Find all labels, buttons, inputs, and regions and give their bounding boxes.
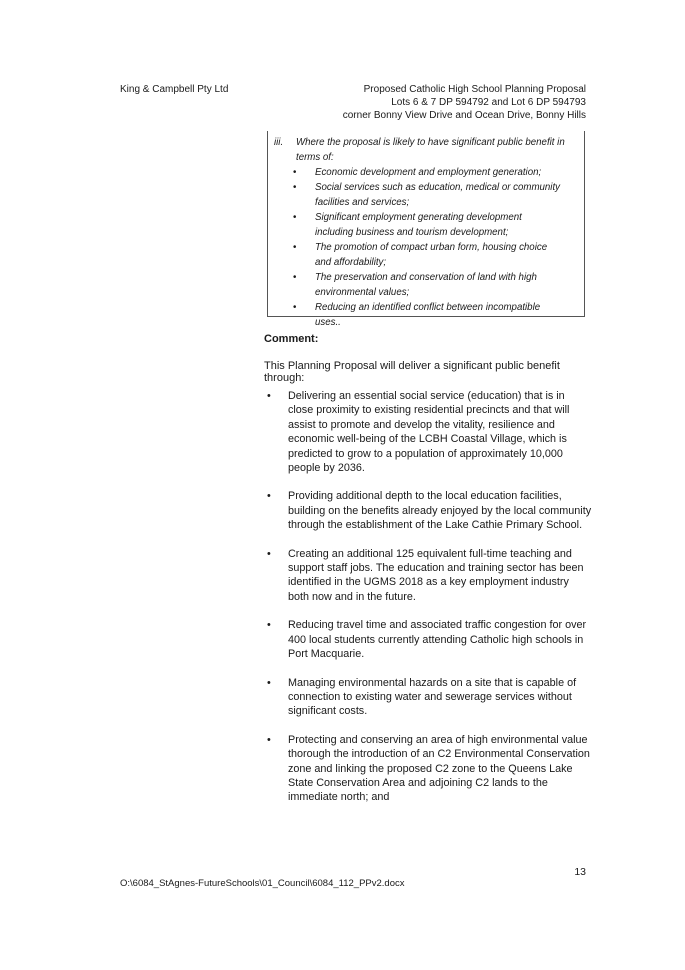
header-title-line: Lots 6 & 7 DP 594792 and Lot 6 DP 594793 (391, 97, 586, 108)
criterion-numeral: iii. (274, 137, 284, 148)
criterion-text: Where the proposal is likely to have significant public benefit in terms of: (296, 137, 565, 163)
criterion-item: • Reducing an identified conflict between incompatible uses.. (292, 300, 562, 330)
comment-intro: This Planning Proposal will deliver a significant public benefit through: (264, 360, 560, 384)
header-title-line: corner Bonny View Drive and Ocean Drive, Bonny Hills (342, 110, 586, 121)
header-title-block (343, 83, 586, 122)
header-title-line: Proposed Catholic High School Planning Proposal (363, 84, 586, 95)
page-number: 13 (574, 866, 586, 878)
criterion-heading (274, 135, 574, 165)
criterion-item: • Significant employment generating development including business and tourism development; (292, 210, 562, 240)
criterion-item: • Economic development and employment generation; (292, 165, 562, 180)
benefit-item: • Delivering an essential social service (education) that is in close proximity to existing residential precincts and that will assist to promote and develop the vitality, resilience and economic well-being of the LCBH Coastal Village, which is predicted to grow to a population of approximately 10,000 people by 2036. (266, 389, 592, 475)
benefits-list (266, 389, 592, 819)
header-company: King & Campbell Pty Ltd (120, 84, 229, 95)
criterion-item: • Social services such as education, medical or community facilities and services; (292, 180, 562, 210)
criterion-list (292, 165, 562, 330)
comment-heading: Comment: (264, 333, 319, 345)
benefit-item: • Creating an additional 125 equivalent full-time teaching and support staff jobs. The education and training sector has been identified in the UGMS 2018 as a key employment industry both now and in the future. (266, 547, 592, 605)
benefit-item: • Managing environmental hazards on a site that is capable of connection to existing water and sewerage services without significant costs. (266, 676, 592, 719)
benefit-item: • Reducing travel time and associated traffic congestion for over 400 local students currently attending Catholic high schools in Port Macquarie. (266, 618, 592, 661)
footer-file-path: O:\6084_StAgnes-FutureSchools\01_Council\6084_112_PPv2.docx (120, 878, 405, 889)
benefit-item: • Providing additional depth to the local education facilities, building on the benefits already enjoyed by the local community through the establishment of the Lake Cathie Primary School. (266, 489, 592, 532)
criterion-box (267, 131, 585, 328)
benefit-item: • Protecting and conserving an area of high environmental value thorough the introduction of an C2 Environmental Conservation zone and linking the proposed C2 zone to the Queens Lake State Conservation Area and adjoining C2 lands to the immediate north; and (266, 733, 592, 805)
criterion-item: • The preservation and conservation of land with high environmental values; (292, 270, 562, 300)
criterion-item: • The promotion of compact urban form, housing choice and affordability; (292, 240, 562, 270)
